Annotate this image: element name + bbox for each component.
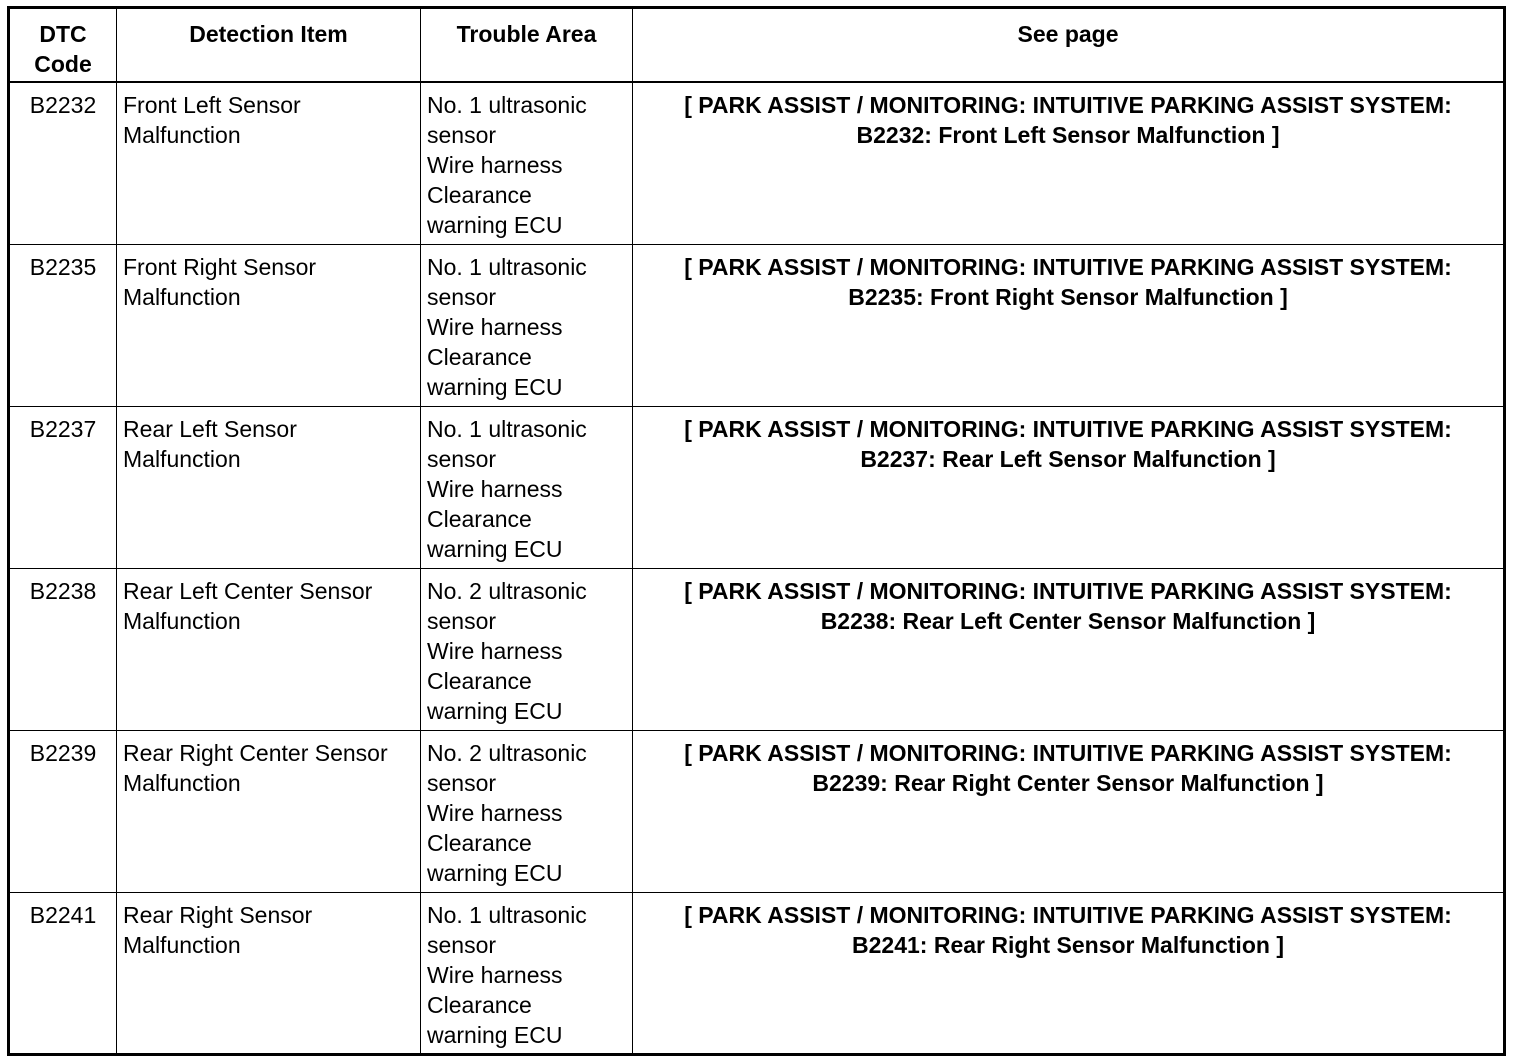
detection-item-cell: [117, 892, 421, 1054]
page-line[interactable]: [ PARK ASSIST / MONITORING: INTUITIVE PARKING ASSIST SYSTEM:: [684, 92, 1452, 118]
page-line[interactable]: [ PARK ASSIST / MONITORING: INTUITIVE PARKING ASSIST SYSTEM:: [684, 577, 1452, 604]
detection-item-cell: [117, 82, 421, 244]
table-row: [9, 730, 1505, 892]
detection-item-cell: [117, 244, 421, 406]
detection-line: Rear Right Sensor: [123, 901, 313, 928]
see-page-link-cell: [633, 568, 1505, 730]
area-line: No. 1 ultrasonic: [427, 92, 587, 118]
area-line: Wire harness: [427, 799, 563, 826]
area-line: Clearance: [427, 991, 532, 1018]
page-line[interactable]: B2237: Rear Left Sensor Malfunction ]: [860, 445, 1276, 472]
area-line: warning ECU: [427, 535, 563, 562]
area-line: warning ECU: [427, 859, 563, 886]
detection-line: Front Left Sensor: [123, 92, 301, 118]
detection-line: Malfunction: [123, 769, 241, 796]
trouble-area-cell: [421, 82, 633, 244]
header-dtc-code-line1: DTC: [39, 21, 87, 47]
area-line: Clearance: [427, 182, 532, 208]
area-line: Wire harness: [427, 152, 563, 178]
detection-line: Rear Right Center Sensor: [123, 739, 388, 766]
area-line: sensor: [427, 931, 497, 958]
area-line: Wire harness: [427, 637, 563, 664]
page-line[interactable]: B2232: Front Left Sensor Malfunction ]: [856, 122, 1280, 148]
trouble-area-cell: [421, 730, 633, 892]
page-line[interactable]: [ PARK ASSIST / MONITORING: INTUITIVE PARKING ASSIST SYSTEM:: [684, 739, 1452, 766]
area-line: Clearance: [427, 829, 532, 856]
header-row: [9, 8, 1505, 83]
area-line: Wire harness: [427, 313, 563, 340]
dtc-code-cell: B2241: [9, 892, 117, 1054]
detection-line: Rear Left Center Sensor: [123, 577, 373, 604]
detection-item-cell: [117, 406, 421, 568]
page-line[interactable]: B2238: Rear Left Center Sensor Malfunction ]: [820, 607, 1316, 634]
page-line[interactable]: [ PARK ASSIST / MONITORING: INTUITIVE PARKING ASSIST SYSTEM:: [684, 253, 1452, 280]
trouble-area-cell: [421, 406, 633, 568]
area-line: warning ECU: [427, 697, 563, 724]
dtc-table: [7, 6, 1506, 1056]
table-row: [9, 244, 1505, 406]
area-line: warning ECU: [427, 212, 563, 238]
see-page-link-cell: [633, 406, 1505, 568]
area-line: sensor: [427, 769, 497, 796]
header-detection-item: Detection Item: [117, 8, 421, 83]
area-line: No. 2 ultrasonic: [427, 739, 587, 766]
detection-item-cell: [117, 568, 421, 730]
area-line: Clearance: [427, 667, 532, 694]
area-line: sensor: [427, 607, 497, 634]
see-page-link-cell: [633, 730, 1505, 892]
trouble-area-cell: [421, 892, 633, 1054]
dtc-code-cell: B2238: [9, 568, 117, 730]
page-line[interactable]: B2235: Front Right Sensor Malfunction ]: [848, 283, 1288, 310]
detection-line: Malfunction: [123, 283, 241, 310]
dtc-code-cell: B2232: [9, 82, 117, 244]
area-line: Wire harness: [427, 475, 563, 502]
see-page-link-cell: [633, 82, 1505, 244]
area-line: sensor: [427, 283, 497, 310]
detection-item-cell: [117, 730, 421, 892]
header-see-page: See page: [633, 8, 1505, 83]
area-line: Clearance: [427, 505, 532, 532]
page-line[interactable]: B2239: Rear Right Center Sensor Malfunction ]: [812, 769, 1324, 796]
table-row: [9, 568, 1505, 730]
dtc-code-cell: B2239: [9, 730, 117, 892]
area-line: warning ECU: [427, 373, 563, 400]
area-line: Clearance: [427, 343, 532, 370]
trouble-area-cell: [421, 568, 633, 730]
area-line: sensor: [427, 445, 497, 472]
area-line: No. 2 ultrasonic: [427, 577, 587, 604]
dtc-code-cell: B2237: [9, 406, 117, 568]
see-page-link-cell: [633, 244, 1505, 406]
trouble-area-cell: [421, 244, 633, 406]
area-line: No. 1 ultrasonic: [427, 253, 587, 280]
detection-line: Malfunction: [123, 931, 241, 958]
header-trouble-area: Trouble Area: [421, 8, 633, 83]
detection-line: Malfunction: [123, 607, 241, 634]
header-dtc-code: [9, 8, 117, 83]
area-line: No. 1 ultrasonic: [427, 901, 587, 928]
detection-line: Malfunction: [123, 445, 241, 472]
detection-line: Malfunction: [123, 122, 241, 148]
page-line[interactable]: [ PARK ASSIST / MONITORING: INTUITIVE PARKING ASSIST SYSTEM:: [684, 415, 1452, 442]
area-line: sensor: [427, 122, 497, 148]
page-line[interactable]: B2241: Rear Right Sensor Malfunction ]: [852, 931, 1284, 958]
see-page-link-cell: [633, 892, 1505, 1054]
detection-line: Front Right Sensor: [123, 253, 317, 280]
dtc-code-cell: B2235: [9, 244, 117, 406]
area-line: warning ECU: [427, 1021, 563, 1048]
header-dtc-code-line2: Code: [34, 51, 92, 77]
area-line: Wire harness: [427, 961, 563, 988]
table-row: [9, 82, 1505, 244]
area-line: No. 1 ultrasonic: [427, 415, 587, 442]
table-row: [9, 892, 1505, 1054]
table-row: [9, 406, 1505, 568]
page-line[interactable]: [ PARK ASSIST / MONITORING: INTUITIVE PARKING ASSIST SYSTEM:: [684, 901, 1452, 928]
detection-line: Rear Left Sensor: [123, 415, 297, 442]
